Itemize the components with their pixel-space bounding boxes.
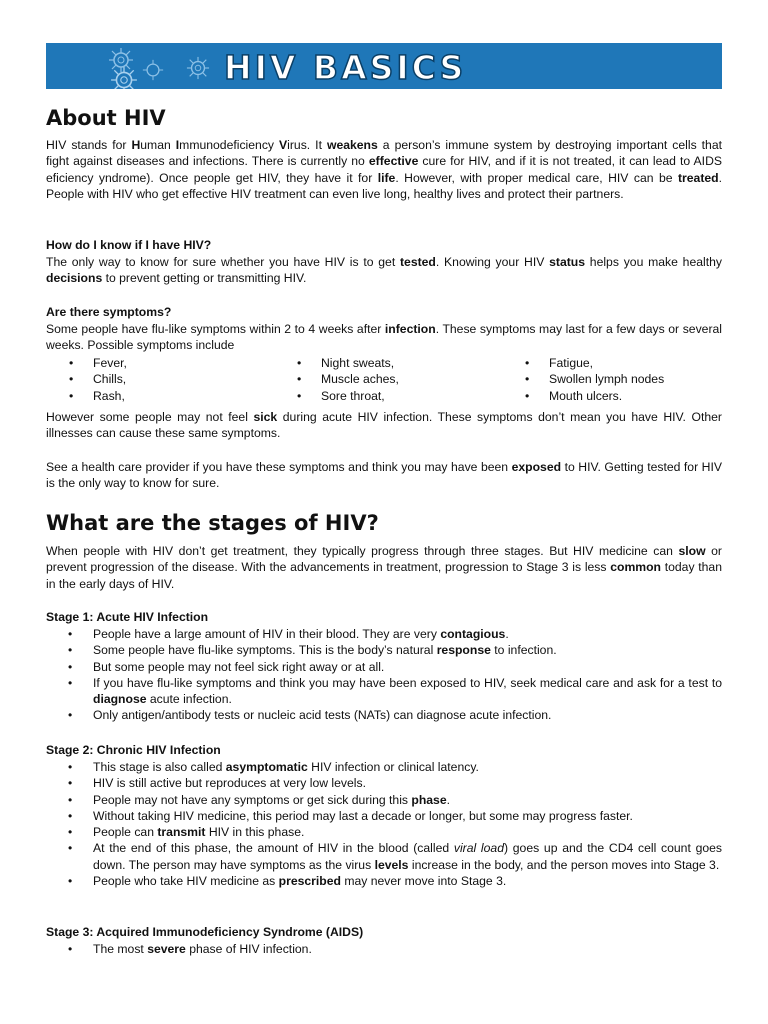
about-heading: About HIV [46,106,166,130]
symptom-item: • Fatigue, [525,355,664,371]
stage1-title: Stage 1: Acute HIV Infection [46,610,209,624]
symptom-item: • Rash, [69,388,127,404]
list-item: • People who take HIV medicine as prescribed may never move into Stage 3. [46,873,722,889]
title-banner [46,43,722,89]
list-item: • But some people may not feel sick right away or at all. [46,659,722,675]
question-heading: How do I know if I have HIV? [46,238,212,252]
symptom-list [525,355,664,404]
list-item: • People may not have any symptoms or get sick during this phase. [46,792,722,808]
symptom-item: • Mouth ulcers. [525,388,664,404]
symptom-item: • Chills, [69,371,127,387]
testing-paragraph: The only way to know for sure whether you have HIV is to get tested. Knowing your HIV status helps you make healthy decisions to prevent getting or transmitting HIV. [46,255,722,286]
stage1-list [46,626,722,724]
virus-icon [186,56,210,80]
list-item: • Only antigen/antibody tests or nucleic acid tests (NATs) can diagnose acute infection. [46,707,722,723]
list-item: • Some people have flu-like symptoms. This is the body’s natural response to infection. [46,642,722,658]
list-item: • People have a large amount of HIV in their blood. They are very contagious. [46,626,722,642]
list-item: • This stage is also called asymptomatic HIV infection or clinical latency. [46,759,722,775]
symptom-item: • Night sweats, [297,355,399,371]
stage2-list [46,759,722,889]
symptom-item: • Sore throat, [297,388,399,404]
list-item: • The most severe phase of HIV infection. [46,941,722,957]
stages-intro: When people with HIV don’t get treatment, they typically progress through three stages. But HIV medicine can slow or prevent progression of the disease. With the advancements in treatment, progression to Stage 3 is less common today than in the early days of HIV. [46,544,722,591]
about-paragraph: HIV stands for Human Immunodeficiency Virus. It weakens a person’s immune system by destroying important cells that fight against diseases and infections. There is currently no effective cure for HIV, and if it is not treated, it can lead to AIDS eficiency yndrome). Once people get HIV, they have it for life. However, with proper medical care, HIV can be treated. People with HIV who get effective HIV treatment can even live long, healthy lives and protect their partners. [46,138,723,201]
sick-paragraph: However some people may not feel sick during acute HIV infection. These symptoms don’t mean you have HIV. Other illnesses can cause these same symptoms. [46,410,722,441]
symptom-list [69,355,127,404]
list-item: • HIV is still active but reproduces at very low levels. [46,775,722,791]
symptoms-paragraph: Some people have flu-like symptoms within 2 to 4 weeks after infection. These symptoms may last for a few days or several weeks. Possible symptoms include [46,322,722,353]
virus-icon [110,66,138,89]
virus-icon [142,59,164,81]
stage2-title: Stage 2: Chronic HIV Infection [46,743,221,757]
symptom-list [297,355,399,404]
provider-paragraph: See a health care provider if you have these symptoms and think you may have been exposed to HIV. Getting tested for HIV is the only way to know for sure. [46,460,722,491]
list-item: • At the end of this phase, the amount of HIV in the blood (called viral load) goes up and the CD4 cell count goes down. The person may have symptoms as the virus levels increase in the body, and the person moves into Stage 3. [46,840,722,873]
list-item: • People can transmit HIV in this phase. [46,824,722,840]
stage3-title: Stage 3: Acquired Immunodeficiency Syndrome (AIDS) [46,925,364,939]
stage3-list [46,941,722,957]
stages-heading: What are the stages of HIV? [46,511,379,535]
symptom-item: • Muscle aches, [297,371,399,387]
list-item: • Without taking HIV medicine, this period may last a decade or longer, but some may progress faster. [46,808,722,824]
symptom-item: • Swollen lymph nodes [525,371,664,387]
question-heading: Are there symptoms? [46,305,172,319]
list-item: • If you have flu-like symptoms and think you may have been exposed to HIV, seek medical care and ask for a test to diagnose acute infection. [46,675,722,708]
banner-title: HIV BASICS [224,48,467,87]
symptom-item: • Fever, [69,355,127,371]
